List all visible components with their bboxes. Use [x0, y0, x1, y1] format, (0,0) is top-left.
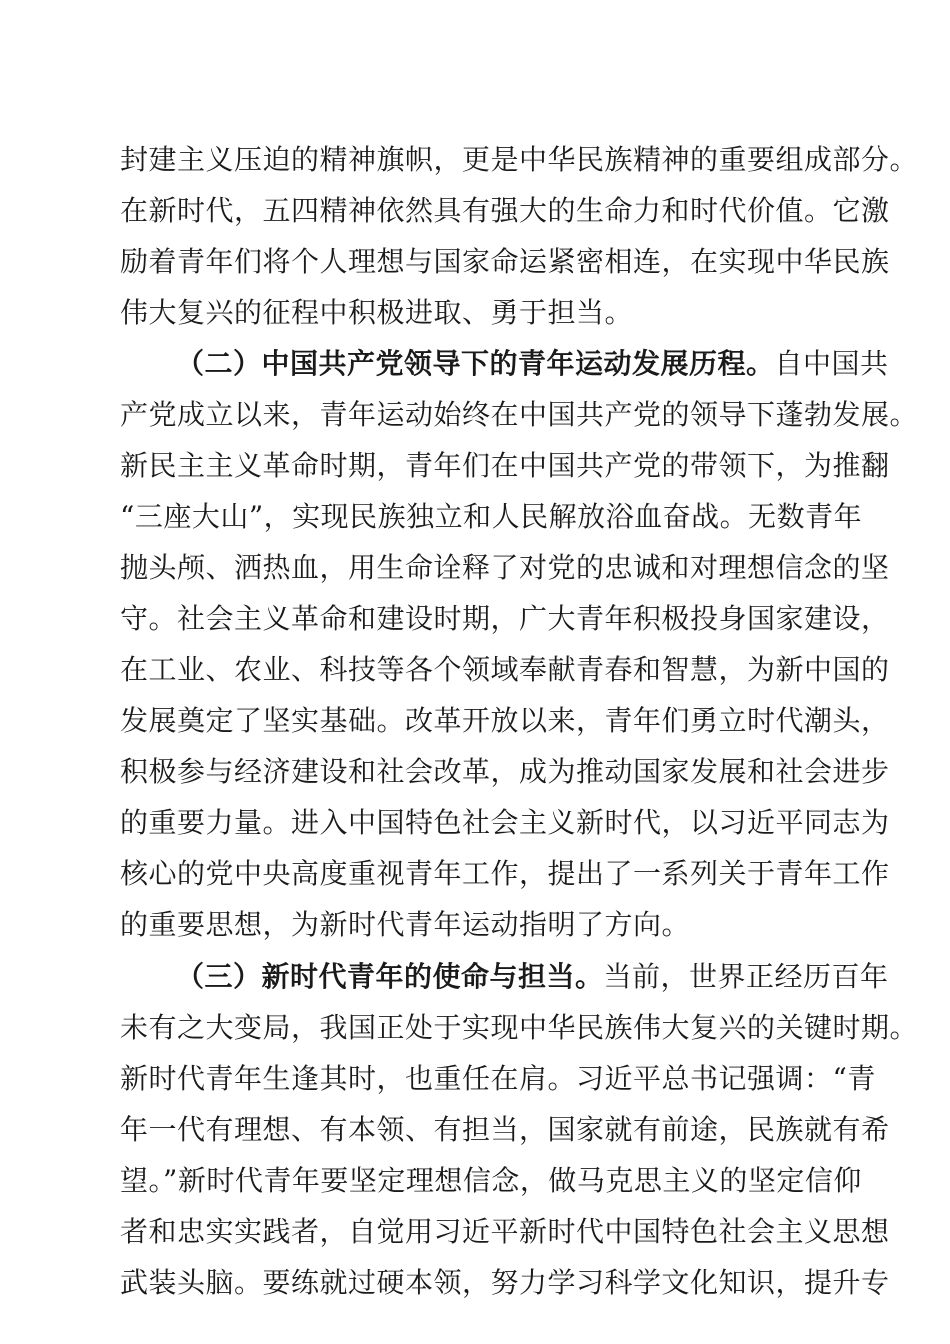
paragraph-2-line-11: 核心的党中央高度重视青年工作，提出了一系列关于青年工作 [120, 857, 890, 890]
paragraph-2-line-3: 新民主主义革命时期，青年们在中国共产党的带领下，为推翻 [120, 449, 890, 482]
paragraph-2-line-8: 发展奠定了坚实基础。改革开放以来，青年们勇立时代潮头， [120, 704, 890, 737]
paragraph-3-line-6: 者和忠实实践者，自觉用习近平新时代中国特色社会主义思想 [120, 1215, 890, 1248]
paragraph-1-line-1: 封建主义压迫的精神旗帜，更是中华民族精神的重要组成部分。 [120, 143, 919, 176]
section-heading-3: （三）新时代青年的使命与担当。 [176, 960, 604, 993]
paragraph-3-line-1-text: 当前，世界正经历百年 [603, 960, 889, 993]
paragraph-1-line-2: 在新时代，五四精神依然具有强大的生命力和时代价值。它激 [120, 194, 890, 227]
paragraph-3-line-3: 新时代青年生逢其时，也重任在肩。习近平总书记强调：“青 [120, 1062, 876, 1095]
paragraph-1-line-4: 伟大复兴的征程中积极进取、勇于担当。 [120, 296, 634, 329]
paragraph-2-line-10: 的重要力量。进入中国特色社会主义新时代，以习近平同志为 [120, 806, 890, 839]
paragraph-3-line-1 [176, 952, 889, 1002]
paragraph-3-line-5: 望。”新时代青年要坚定理想信念，做马克思主义的坚定信仰 [120, 1164, 862, 1197]
paragraph-2-line-6: 守。社会主义革命和建设时期，广大青年积极投身国家建设， [120, 602, 890, 635]
paragraph-2-line-12: 的重要思想，为新时代青年运动指明了方向。 [120, 908, 691, 941]
paragraph-3-line-7: 武装头脑。要练就过硬本领，努力学习科学文化知识，提升专 [120, 1266, 890, 1299]
paragraph-2-line-1-text: 自中国共 [774, 347, 889, 380]
paragraph-2-line-4: “三座大山”，实现民族独立和人民解放浴血奋战。无数青年 [120, 500, 863, 533]
paragraph-1-line-3: 励着青年们将个人理想与国家命运紧密相连，在实现中华民族 [120, 245, 890, 278]
paragraph-2-line-9: 积极参与经济建设和社会改革，成为推动国家发展和社会进步 [120, 755, 890, 788]
paragraph-3-line-2: 未有之大变局，我国正处于实现中华民族伟大复兴的关键时期。 [120, 1011, 919, 1044]
paragraph-3-line-4: 年一代有理想、有本领、有担当，国家就有前途，民族就有希 [120, 1113, 890, 1146]
paragraph-2-line-2: 产党成立以来，青年运动始终在中国共产党的领导下蓬勃发展。 [120, 398, 919, 431]
paragraph-2-line-7: 在工业、农业、科技等各个领域奉献青春和智慧，为新中国的 [120, 653, 890, 686]
paragraph-2-line-5: 抛头颅、洒热血，用生命诠释了对党的忠诚和对理想信念的坚 [120, 551, 890, 584]
section-heading-2: （二）中国共产党领导下的青年运动发展历程。 [176, 347, 775, 380]
paragraph-2-line-1 [176, 339, 889, 389]
